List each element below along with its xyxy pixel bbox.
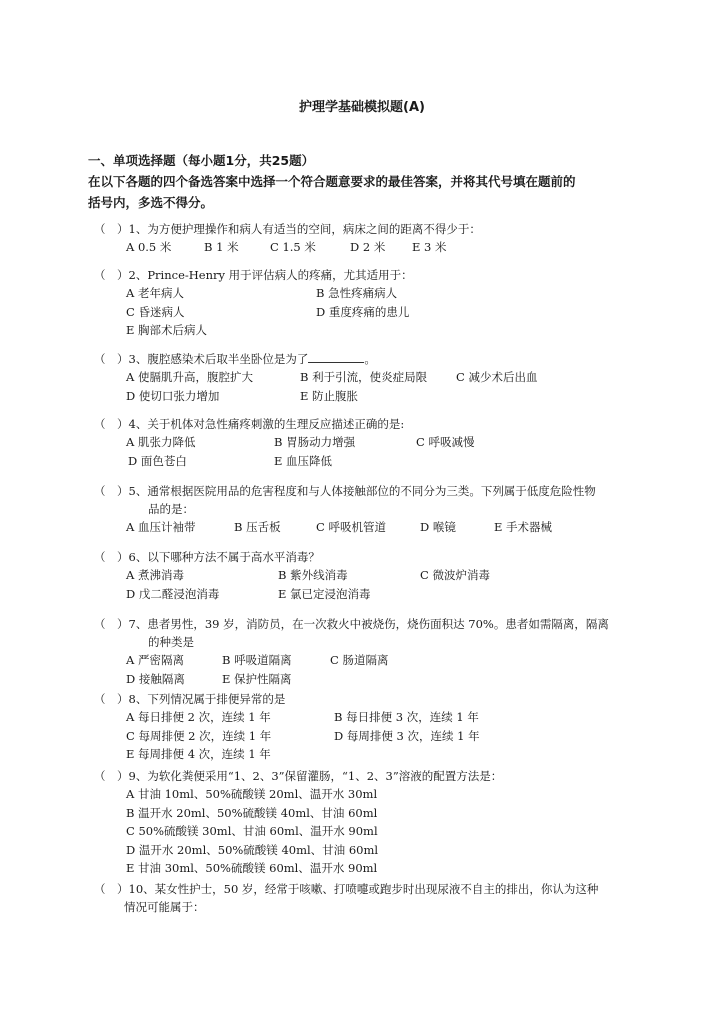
question-3 — [94, 350, 654, 405]
option-e: E 每周排便 4 次，连续 1 年 — [126, 747, 271, 761]
option-b: B 温开水 20ml、50%硫酸镁 40ml、甘油 60ml — [126, 805, 378, 820]
section-instruction-line1: 在以下各题的四个备选答案中选择一个符合题意要求的最佳答案，并将其代号填在题前的 — [88, 174, 576, 189]
option-d: D 重度疼痛的患儿 — [316, 304, 410, 319]
option-d: D 使切口张力增加 — [126, 388, 220, 403]
page-title: 护理学基础模拟题(A) — [299, 100, 425, 115]
option-a: A 严密隔离 — [126, 653, 184, 667]
question-5 — [94, 482, 654, 537]
question-stem: （ ）9、为软化粪便采用“1、2、3”保留灌肠，“1、2、3”溶液的配置方法是： — [94, 769, 503, 783]
question-9 — [94, 767, 654, 878]
question-stem: （ ）5、通常根据医院用品的危害程度和与人体接触部位的不同分为三类。下列属于低度危险性物 — [94, 484, 596, 498]
question-stem: （ ）1、为方便护理操作和病人有适当的空间，病床之间的距离不得少于： — [94, 222, 481, 236]
question-8 — [94, 690, 654, 764]
question-7 — [94, 615, 654, 688]
question-6 — [94, 548, 654, 603]
question-stem-continued: 的种类是 — [148, 635, 194, 649]
option-e: E 甘油 30ml、50%硫酸镁 60ml、温开水 90ml — [126, 861, 378, 875]
option-e: E 血压降低 — [274, 453, 333, 468]
option-b: B 胃肠动力增强 — [274, 435, 356, 449]
question-stem: （ ）4、关于机体对急性痛疼刺激的生理反应描述正确的是: — [94, 417, 405, 431]
option-d: D 接触隔离 — [126, 671, 185, 686]
option-a: A 每日排便 2 次，连续 1 年 — [126, 710, 271, 724]
option-c: C 微波炉消毒 — [420, 568, 490, 582]
option-b: B 压舌板 — [234, 520, 281, 534]
option-d: D 每周排便 3 次，连续 1 年 — [334, 728, 480, 743]
option-c: C 呼吸机管道 — [316, 520, 386, 534]
question-4 — [94, 415, 654, 470]
option-a: A 使膈肌升高，腹腔扩大 — [126, 370, 253, 384]
answer-blank — [308, 351, 364, 363]
option-d: D 温开水 20ml、50%硫酸镁 40ml、甘油 60ml — [126, 842, 379, 857]
question-stem: （ ）8、下列情况属于排便异常的是 — [94, 692, 286, 706]
option-a: A 煮沸消毒 — [126, 568, 184, 582]
option-c: C 昏迷病人 — [126, 304, 185, 319]
section-instruction-line2: 括号内，多选不得分。 — [88, 195, 214, 210]
option-e: E 防止腹胀 — [300, 388, 359, 403]
option-b: B 紫外线消毒 — [278, 568, 348, 582]
option-a: A 肌张力降低 — [126, 435, 196, 449]
section-heading: 一、单项选择题（每小题1分，共25题） — [88, 153, 315, 168]
question-2 — [94, 266, 654, 340]
question-stem: （ ）6、以下哪种方法不属于高水平消毒？ — [94, 550, 320, 564]
option-b: B 每日排便 3 次，连续 1 年 — [334, 710, 479, 724]
option-a: A 甘油 10ml、50%硫酸镁 20ml、温开水 30ml — [126, 787, 378, 801]
option-d: D 喉镜 — [420, 520, 456, 534]
option-c: C 呼吸减慢 — [416, 435, 475, 449]
option-e: E 手术器械 — [494, 520, 553, 534]
question-stem: （ ）7、患者男性，39 岁，消防员，在一次救火中被烧伤，烧伤面积达 70%。患者如需隔离，隔离 — [94, 617, 609, 631]
option-c: C 减少术后出血 — [456, 370, 538, 384]
option-c: C 50%硫酸镁 30ml、甘油 60ml、温开水 90ml — [126, 824, 378, 838]
option-c: C 每周排便 2 次，连续 1 年 — [126, 728, 272, 743]
option-c: C 1.5 米 — [270, 240, 316, 254]
option-b: B 1 米 — [204, 240, 239, 254]
question-stem-continued: 品的是： — [148, 502, 194, 516]
question-stem: （ ）2、Prince-Henry 用于评估病人的疼痛，尤其适用于： — [94, 268, 413, 282]
question-10 — [94, 880, 654, 916]
option-e: E 保护性隔离 — [222, 671, 292, 686]
option-e: E 3 米 — [412, 240, 447, 254]
option-c: C 肠道隔离 — [330, 653, 389, 667]
option-e: E 氯已定浸泡消毒 — [278, 586, 371, 601]
option-b: B 急性疼痛病人 — [316, 286, 398, 300]
option-d: D 2 米 — [350, 240, 386, 254]
option-a: A 老年病人 — [126, 286, 184, 300]
question-stem: （ ）10、某女性护士，50 岁，经常于咳嗽、打喷嚏或跑步时出现尿液不自主的排出，你认为这种 — [94, 882, 599, 896]
option-a: A 血压计袖带 — [126, 520, 196, 534]
option-b: B 利于引流，使炎症局限 — [300, 370, 428, 384]
question-stem-continued: 情况可能属于： — [124, 900, 205, 914]
option-a: A 0.5 米 — [126, 240, 172, 254]
option-d: D 面色苍白 — [128, 453, 187, 468]
option-e: E 胸部术后病人 — [126, 323, 208, 337]
question-stem: （ ）3、腹腔感染术后取半坐卧位是为了 。 — [94, 352, 376, 366]
option-d: D 戊二醛浸泡消毒 — [126, 586, 220, 601]
option-b: B 呼吸道隔离 — [222, 653, 292, 667]
question-1 — [94, 220, 654, 257]
